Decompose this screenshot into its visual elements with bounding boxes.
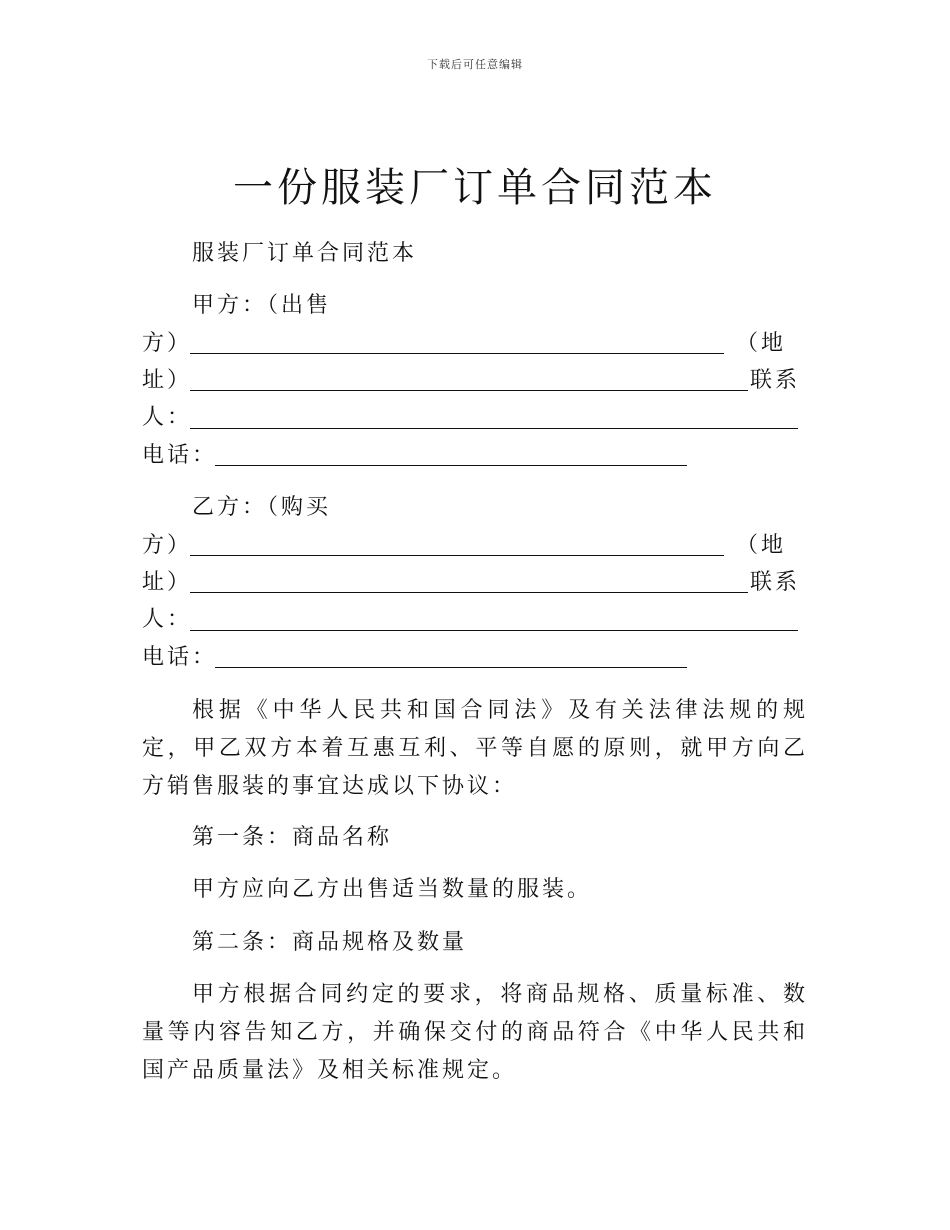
preamble-paragraph: 根据《中华人民共和国合同法》及有关法律法规的规定，甲乙双方本着互惠互利、平等自愿的原则，就甲方向乙方销售服装的事宜达成以下协议：	[142, 698, 808, 799]
party-a-name-blank	[190, 353, 724, 354]
party-a-line2-end: 联系	[750, 368, 801, 393]
party-b-heading: 乙方：（购买	[192, 495, 332, 520]
party-b-contact-blank	[190, 630, 798, 631]
party-a-line3-start: 人：	[142, 405, 193, 430]
article1-heading: 第一条：商品名称	[192, 825, 393, 850]
party-a-line1-end: （地	[736, 331, 787, 356]
header-note: 下载后可任意编辑	[427, 58, 523, 71]
document-title: 一份服装厂订单合同范本	[233, 165, 717, 211]
party-b-line1-end: （地	[736, 533, 787, 558]
party-b-line4-start: 电话：	[142, 645, 218, 670]
party-a-line2-start: 址）	[142, 368, 193, 393]
party-a-phone-blank	[215, 465, 687, 466]
subtitle: 服装厂订单合同范本	[192, 241, 418, 266]
article1-body: 甲方应向乙方出售适当数量的服装。	[192, 877, 593, 902]
party-b-line2-end: 联系	[750, 570, 801, 595]
party-a-contact-blank	[190, 428, 798, 429]
party-b-line1-start: 方）	[142, 533, 193, 558]
party-b-phone-blank	[215, 667, 687, 668]
article2-heading: 第二条：商品规格及数量	[192, 930, 468, 955]
party-b-line3-start: 人：	[142, 607, 193, 632]
party-a-line4-start: 电话：	[142, 443, 218, 468]
party-b-address-blank	[190, 592, 748, 593]
party-a-line1-start: 方）	[142, 331, 193, 356]
party-a-heading: 甲方：（出售	[192, 293, 332, 318]
party-b-line2-start: 址）	[142, 570, 193, 595]
party-a-address-blank	[190, 390, 748, 391]
article2-body: 甲方根据合同约定的要求，将商品规格、质量标准、数量等内容告知乙方，并确保交付的商品符合《中华人民共和国产品质量法》及相关标准规定。	[142, 982, 808, 1083]
party-b-name-blank	[190, 555, 724, 556]
